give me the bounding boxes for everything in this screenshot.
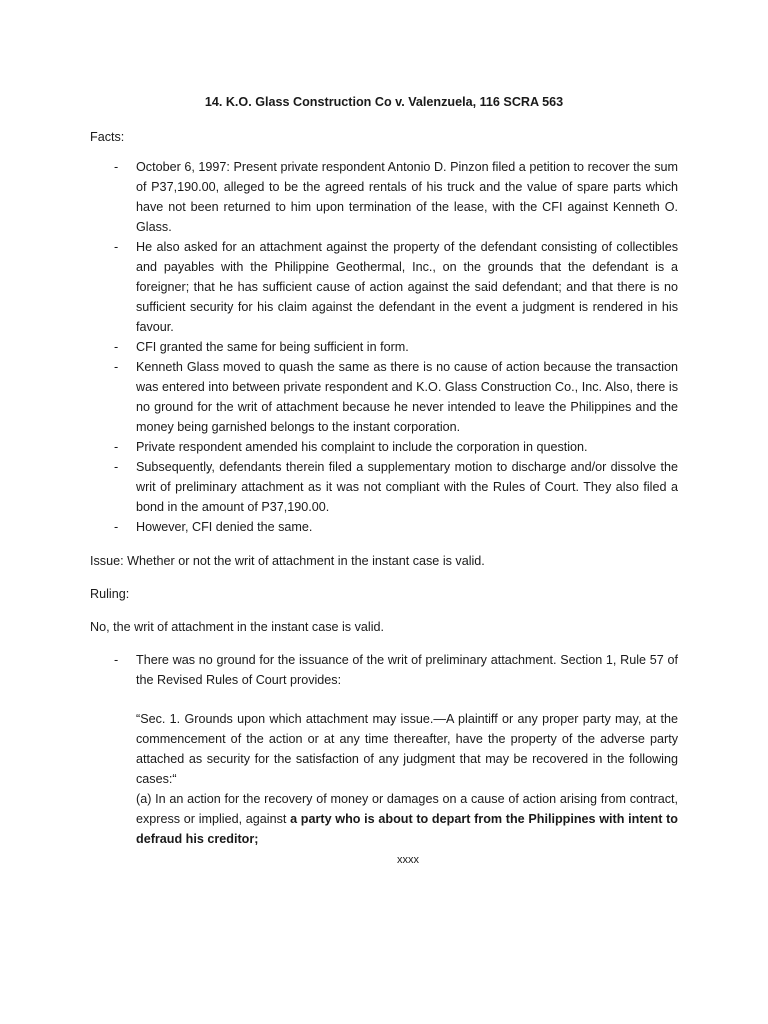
facts-item	[90, 237, 678, 337]
facts-item	[90, 517, 678, 537]
issue-text: Whether or not the writ of attachment in the instant case is valid.	[127, 554, 485, 568]
case-title: 14. K.O. Glass Construction Co v. Valenzuela, 116 SCRA 563	[204, 95, 564, 109]
facts-list	[90, 157, 678, 537]
ruling-heading	[90, 584, 680, 604]
bullet-dash: -	[114, 460, 119, 474]
ruling-list	[90, 650, 678, 690]
facts-item-text: Subsequently, defendants therein filed a supplementary motion to discharge and/or dissolve the writ of preliminary attachment as it was not compliant with the Rules of Court. They also filed a bond in the amount of P37,190.00.	[136, 460, 678, 514]
facts-item-text: However, CFI denied the same.	[136, 520, 313, 534]
facts-item-text: CFI granted the same for being sufficient in form.	[136, 340, 409, 354]
bullet-dash: -	[114, 160, 119, 174]
omission-mark: xxxx	[397, 854, 419, 866]
bullet-dash: -	[114, 240, 119, 254]
facts-item-text: Private respondent amended his complaint to include the corporation in question.	[136, 440, 588, 454]
ruling-label: Ruling:	[90, 587, 130, 601]
facts-item	[90, 337, 678, 357]
facts-item-text: Kenneth Glass moved to quash the same as there is no cause of action because the transaction was entered into between private respondent and K.O. Glass Construction Co., Inc. Also, there is no ground for the writ of attachment because he never intended to leave the Philippines and the money being garnished belongs to the instant corporation.	[136, 360, 678, 434]
issue-label: Issue:	[90, 554, 124, 568]
facts-item	[90, 157, 678, 237]
facts-item-text: He also asked for an attachment against the property of the defendant consisting of collectibles and payables with the Philippine Geothermal, Inc., on the grounds that the defendant is a foreigner; that he has sufficient cause of action against the said defendant; and that there is no sufficient security for his claim against the defendant in the event a judgment is rendered in his favour.	[136, 240, 678, 334]
clause-a-text: (a) In an action for the recovery of money or damages on a cause of action arising from contract, express or implied, against	[136, 792, 678, 826]
clause-a-emphasis: a party who is about to depart from the Philippines with intent to defraud his creditor;	[136, 812, 678, 846]
ruling-item	[90, 650, 678, 690]
quoted-rule-paragraph: “Sec. 1. Grounds upon which attachment may issue.—A plaintiff or any proper party may, at the commencement of the action or at any time thereafter, have the property of the adverse party attached as security for the satisfaction of any judgment that may be recovered in the following cases:“	[136, 712, 678, 786]
facts-item-text: October 6, 1997: Present private respondent Antonio D. Pinzon filed a petition to recover the sum of P37,190.00, alleged to be the agreed rentals of his truck and the value of spare parts which have not been returned to him upon termination of the lease, with the CFI against Kenneth O. Glass.	[136, 160, 678, 234]
bullet-dash: -	[114, 520, 119, 534]
quoted-rule-clause-a	[136, 789, 678, 849]
bullet-dash: -	[114, 340, 119, 354]
bullet-dash: -	[114, 653, 119, 667]
facts-item	[90, 437, 678, 457]
facts-item	[90, 357, 678, 437]
facts-label: Facts:	[90, 130, 125, 144]
ruling-text: No, the writ of attachment in the instant case is valid.	[90, 620, 384, 634]
bullet-dash: -	[114, 360, 119, 374]
facts-item	[90, 457, 678, 517]
bullet-dash: -	[114, 440, 119, 454]
issue-paragraph	[90, 551, 680, 571]
ruling-item-text: There was no ground for the issuance of the writ of preliminary attachment. Section 1, Rule 57 of the Revised Rules of Court provides:	[136, 653, 678, 687]
facts-heading	[90, 127, 680, 147]
